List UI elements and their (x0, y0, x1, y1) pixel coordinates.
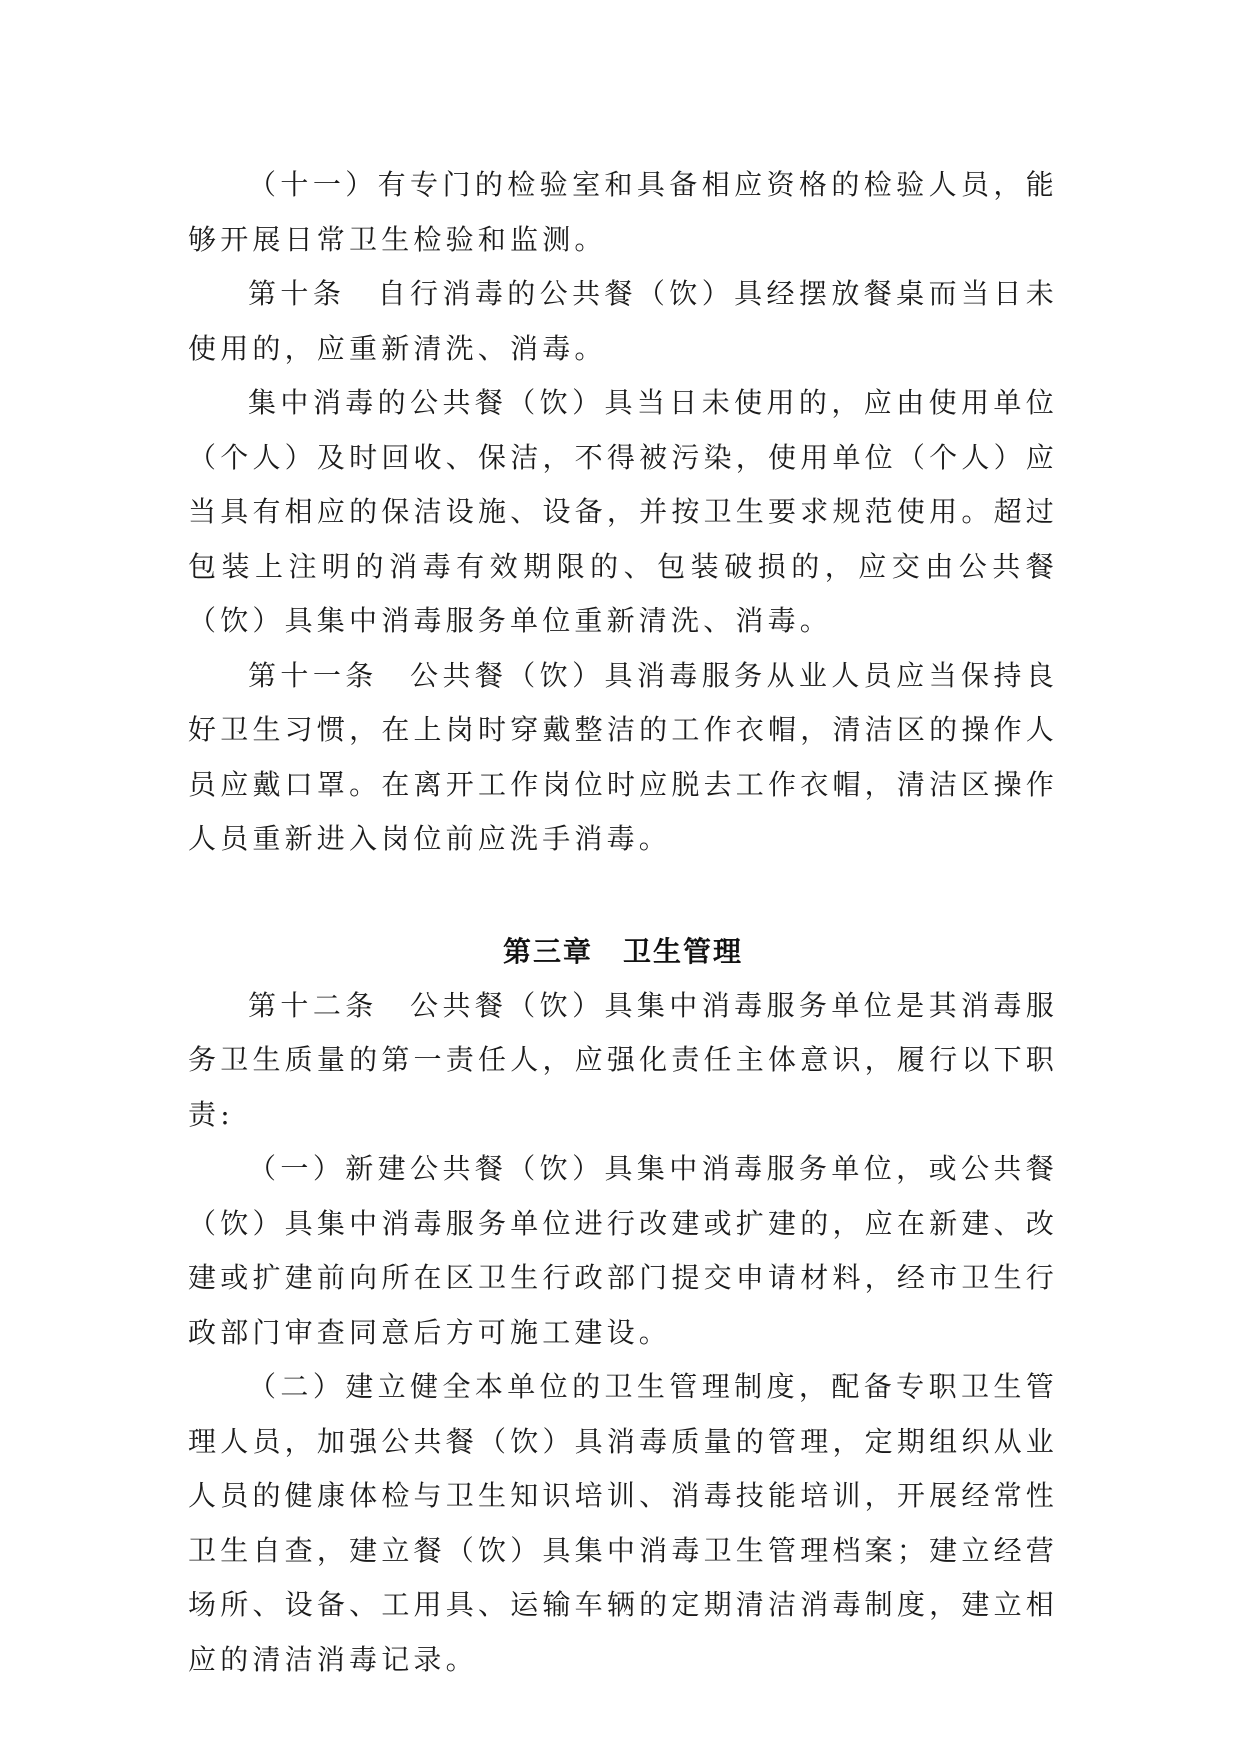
paragraph-item-2: （二）建立健全本单位的卫生管理制度，配备专职卫生管理人员，加强公共餐（饮）具消毒质量的管理，定期组织从业人员的健康体检与卫生知识培训、消毒技能培训，开展经常性卫生自查，建立餐（饮）具集中消毒卫生管理档案；建立经营场所、设备、工用具、运输车辆的定期清洁消毒制度，建立相应的清洁消毒记录。 (188, 1370, 1058, 1676)
paragraph-item-1: （一）新建公共餐（饮）具集中消毒服务单位，或公共餐（饮）具集中消毒服务单位进行改建或扩建的，应在新建、改建或扩建前向所在区卫生行政部门提交申请材料，经市卫生行政部门审查同意后方可施工建设。 (188, 1152, 1058, 1349)
paragraph-article-11: 第十一条 公共餐（饮）具消毒服务从业人员应当保持良好卫生习惯，在上岗时穿戴整洁的工作衣帽，清洁区的操作人员应戴口罩。在离开工作岗位时应脱去工作衣帽，清洁区操作人员重新进入岗位前应洗手消毒。 (188, 658, 1058, 855)
paragraph-centralized-disinfection: 集中消毒的公共餐（饮）具当日未使用的，应由使用单位（个人）及时回收、保洁，不得被污染，使用单位（个人）应当具有相应的保洁设施、设备，并按卫生要求规范使用。超过包装上注明的消毒有效期限的、包装破损的，应交由公共餐（饮）具集中消毒服务单位重新清洗、消毒。 (188, 386, 1058, 637)
paragraph-item-11: （十一）有专门的检验室和具备相应资格的检验人员，能够开展日常卫生检验和监测。 (188, 168, 1058, 256)
chapter-heading: 第三章 卫生管理 (502, 934, 743, 968)
paragraph-article-10: 第十条 自行消毒的公共餐（饮）具经摆放餐桌而当日未使用的，应重新清洗、消毒。 (188, 277, 1058, 365)
paragraph-article-12: 第十二条 公共餐（饮）具集中消毒服务单位是其消毒服务卫生质量的第一责任人，应强化责任主体意识，履行以下职责: (188, 988, 1058, 1131)
document-body (188, 158, 1058, 1687)
